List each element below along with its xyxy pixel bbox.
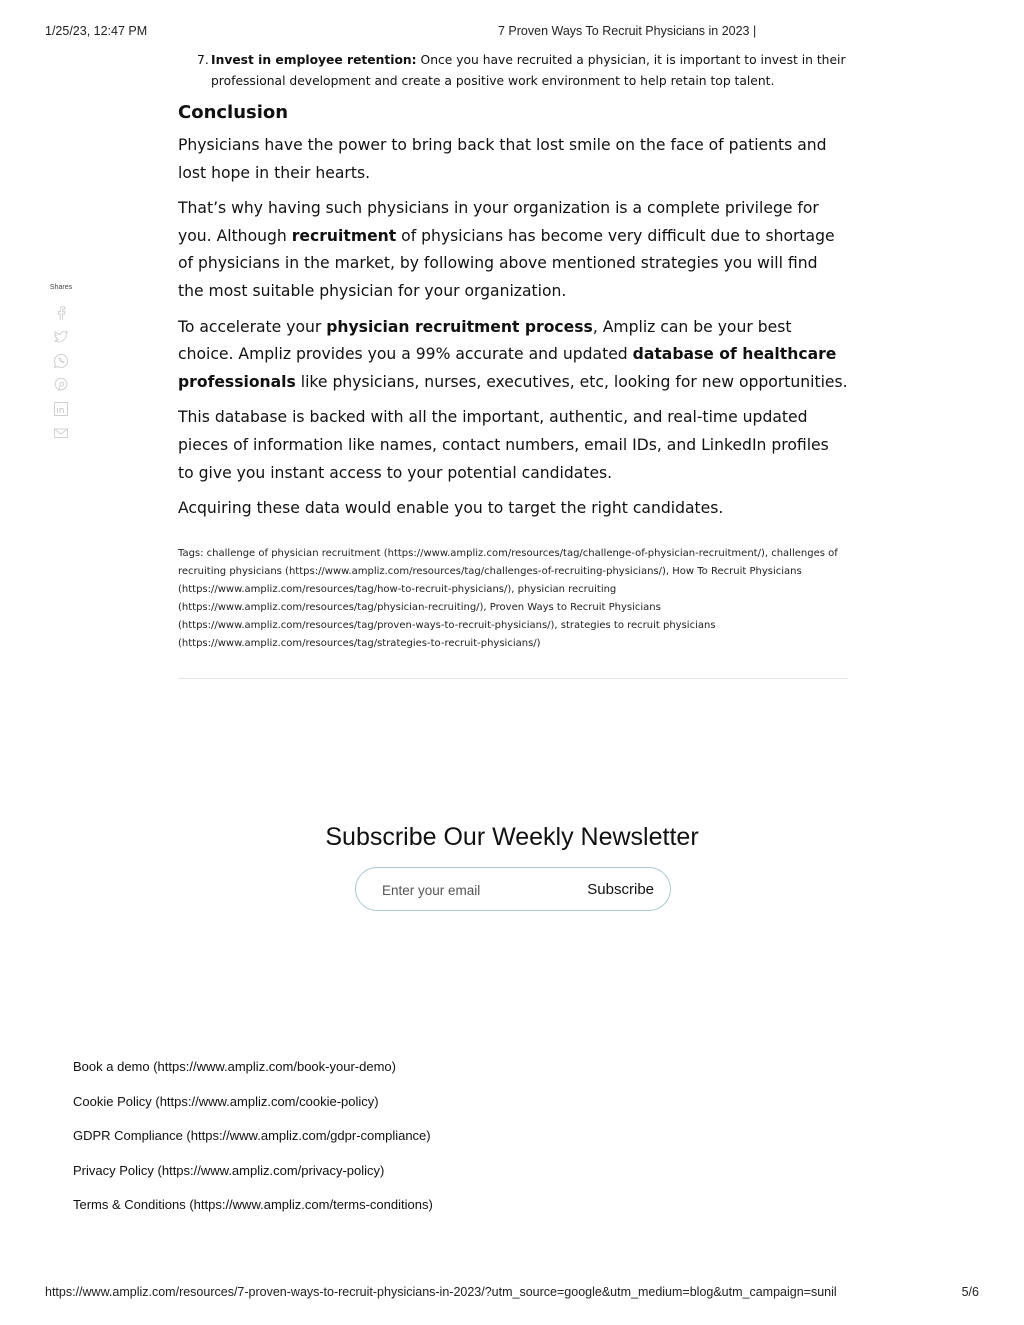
footer-links — [73, 1059, 433, 1232]
footer-link-gdpr-compliance[interactable]: GDPR Compliance (https://www.ampliz.com/gdpr-compliance) — [73, 1128, 431, 1144]
pinterest-icon[interactable] — [53, 377, 69, 393]
shares-label: Shares — [49, 284, 73, 291]
facebook-icon[interactable] — [53, 305, 69, 321]
footer-link-privacy-policy[interactable]: Privacy Policy (https://www.ampliz.com/privacy-policy) — [73, 1162, 385, 1178]
footer-link-book-demo[interactable]: Book a demo (https://www.ampliz.com/book-your-demo) — [73, 1059, 396, 1074]
paragraph-1: Physicians have the power to bring back that lost smile on the face of patients and lost hope in their hearts. — [178, 136, 827, 182]
footer-link-cookie-policy[interactable]: Cookie Policy (https://www.ampliz.com/cookie-policy) — [73, 1093, 379, 1109]
article-divider — [178, 678, 848, 679]
twitter-icon[interactable] — [53, 329, 69, 345]
article-body — [178, 50, 848, 653]
linkedin-icon[interactable] — [53, 401, 69, 417]
print-header — [45, 24, 979, 42]
paragraph-2-text-c: of physicians has become very difficult due to shortage of physicians in the market, by following above mentioned strategies you will find the most suitable physician for your organization. — [178, 226, 835, 300]
print-page-title: 7 Proven Ways To Recruit Physicians in 2023 | — [498, 24, 757, 38]
paragraph-5: Acquiring these data would enable you to target the right candidates. — [178, 499, 724, 518]
paragraph-3-text-a: To accelerate your — [178, 317, 327, 336]
print-date: 1/25/23, 12:47 PM — [45, 24, 148, 38]
tags-list[interactable]: Tags: challenge of physician recruitment (https://www.ampliz.com/resources/tag/challenge-of-physician-recruitment/), challenges of recruiting physicians (https://www.ampliz.com/resources/tag/challenges-of-recruiting-physicians/), How To Recruit Physicians (https://www.ampliz.com/resources/tag/how-to-recruit-physicians/), physician recruiting (https://www.ampliz.com/resources/tag/physician-recruiting/), Proven Ways to Recruit Physicians (https://www.ampliz.com/resources/tag/proven-ways-to-recruit-physicians/), strategies to recruit physicians (https://www.ampliz.com/resources/tag/strategies-to-recruit-physicians/) — [178, 547, 838, 649]
paragraph-3 — [178, 314, 848, 397]
subscribe-button[interactable]: Subscribe — [587, 878, 654, 900]
email-icon[interactable] — [53, 425, 69, 441]
page-number: 5/6 — [961, 1285, 979, 1299]
footer-link-terms-conditions[interactable]: Terms & Conditions (https://www.ampliz.com/terms-conditions) — [73, 1197, 433, 1213]
list-item-title: Invest in employee retention: — [211, 53, 417, 67]
paragraph-2 — [178, 195, 848, 305]
healthcare-database-link[interactable]: database of healthcare professionals — [178, 345, 837, 391]
list-number: 7. — [197, 53, 209, 67]
whatsapp-icon[interactable] — [53, 353, 69, 369]
newsletter-title: Subscribe Our Weekly Newsletter — [325, 823, 699, 851]
paragraph-3-text-c: , Ampliz can be your best choice. Ampliz provides you a 99% accurate and updated — [178, 317, 792, 364]
share-sidebar — [45, 284, 77, 449]
print-footer — [45, 1285, 979, 1299]
newsletter-form — [355, 867, 671, 911]
paragraph-2-text-a: That’s why having such physicians in your organization is a complete privilege for you. Although — [178, 199, 819, 245]
newsletter-email-input[interactable] — [380, 878, 574, 902]
conclusion-heading: Conclusion — [178, 102, 289, 123]
recruitment-link[interactable]: recruitment — [291, 226, 397, 245]
list-item-text: Once you have recruited a physician, it is important to invest in their professional development and create a positive work environment to help retain top talent. — [211, 53, 846, 88]
print-url: https://www.ampliz.com/resources/7-proven-ways-to-recruit-physicians-in-2023/?utm_source=google&utm_medium=blog&utm_campaign=sunil — [45, 1285, 837, 1299]
physician-recruitment-process-link[interactable]: physician recruitment process — [326, 317, 593, 336]
paragraph-4: This database is backed with all the important, authentic, and real-time updated pieces of information like names, contact numbers, email IDs, and LinkedIn profiles to give you instant access to your potential candidates. — [178, 408, 829, 482]
paragraph-3-text-e: like physicians, nurses, executives, etc, looking for new opportunities. — [295, 372, 848, 391]
list-item-employee-retention — [178, 50, 848, 92]
